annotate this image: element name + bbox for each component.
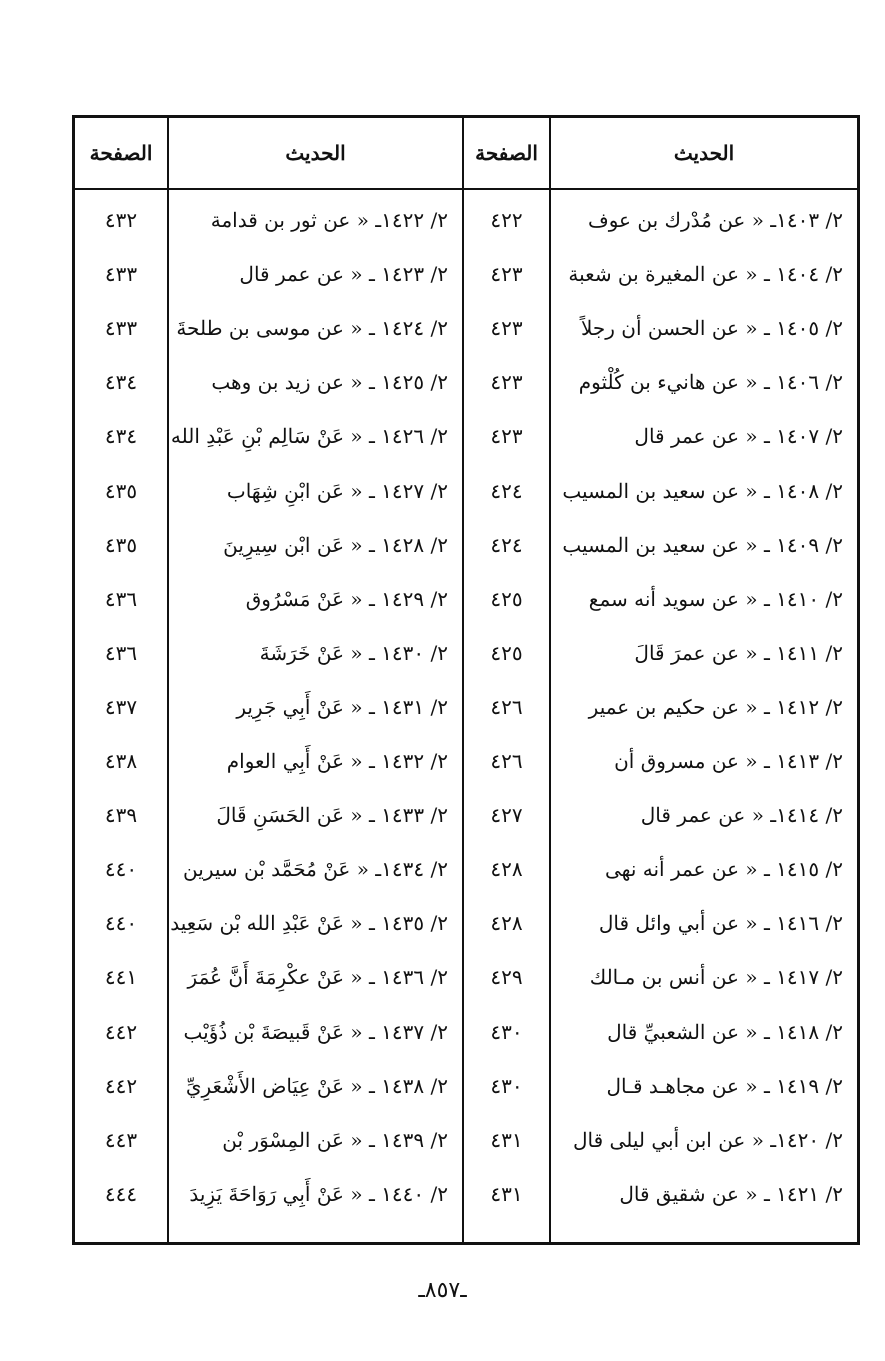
hadith-entry: ٢/ ١٤٠٦ ـ « عن هانيء بن كُلْثوم	[578, 370, 843, 395]
hadith-entry: ٢/ ١٤٢٢ـ « عن ثور بن قدامة	[210, 208, 448, 232]
hadith-entry: ٢/ ١٤٢٠ـ « عن ابن أبي ليلى قال	[573, 1127, 843, 1152]
page-ref: ٤٣٣	[104, 262, 138, 287]
page-ref: ٤٢٢	[490, 208, 523, 232]
hadith-entry: ٢/ ١٤١٩ ـ « عن مجاهـد قـال	[606, 1073, 843, 1098]
hadith-entry: ٢/ ١٤١٠ ـ « عن سويد أنه سمع	[588, 586, 843, 611]
page-ref: ٤٢٨	[490, 911, 523, 936]
hadith-entry: ٢/ ١٤١٨ ـ « عن الشعبيِّ قال	[607, 1019, 843, 1044]
page-ref: ٤٤٠	[104, 857, 138, 882]
page-ref: ٤٢٨	[490, 857, 523, 882]
table-row	[75, 951, 857, 1003]
hadith-entry: ٢/ ١٤٠٧ ـ « عن عمر قال	[634, 424, 843, 449]
hadith-entry: ٢/ ١٤٣٠ ـ « عَنْ خَرَشَةَ	[259, 640, 448, 665]
page-ref: ٤٢٧	[490, 803, 523, 828]
page-ref: ٤٤٠	[104, 911, 138, 936]
page-ref: ٤٤٢	[104, 1073, 138, 1098]
page-ref: ٤٢٦	[490, 694, 523, 719]
page-ref: ٤٣٠	[490, 1073, 523, 1098]
page-ref: ٤٣٩	[104, 803, 138, 828]
page-ref: ٤٣٦	[104, 640, 138, 665]
table-row	[75, 789, 857, 841]
hadith-entry: ٢/ ١٤٠٥ ـ « عن الحسن أن رجلاً	[580, 316, 843, 341]
table-row	[75, 627, 857, 679]
hadith-entry: ٢/ ١٤٣٤ـ « عَنْ مُحَمَّد بْن سيرين	[183, 857, 448, 882]
hadith-entry: ٢/ ١٤٠٣ـ « عن مُدْرك بن عوف	[587, 208, 843, 232]
hadith-entry: ٢/ ١٤٣٣ ـ « عَن الحَسَنِ قَالَ	[216, 803, 448, 828]
hadith-entry: ٢/ ١٤٢٣ ـ « عن عمر قال	[239, 262, 448, 287]
hadith-entry: ٢/ ١٤٤٠ ـ « عَنْ أَبِي رَوَاحَةَ يَزِيدَ	[189, 1181, 448, 1206]
table-row	[75, 248, 857, 300]
page-ref: ٤٢٦	[490, 749, 523, 773]
hadith-entry: ٢/ ١٤٣٥ ـ « عَنْ عَبْدِ الله بْن سَعِيد	[170, 911, 448, 936]
page-ref: ٤٢٣	[490, 424, 523, 449]
page-ref: ٤٢٣	[490, 262, 523, 287]
page-ref: ٤٣٤	[104, 370, 138, 395]
hadith-entry: ٢/ ١٤٣٢ ـ « عَنْ أَبِي العوام	[226, 749, 448, 773]
page-ref: ٤٣٨	[104, 749, 138, 773]
page-ref: ٤٣٣	[104, 316, 138, 341]
hadith-entry: ٢/ ١٤٢٧ ـ « عَن ابْنِ شِهَاب	[226, 478, 448, 503]
table-row	[75, 356, 857, 408]
hadith-entry: ٢/ ١٤١٤ـ « عن عمر قال	[640, 803, 843, 828]
hadith-entry: ٢/ ١٤٣٦ ـ « عَنْ عكْرِمَةَ أَنَّ عُمَرَ	[187, 965, 448, 990]
page-ref: ٤٤١	[104, 965, 138, 990]
table-row	[75, 1168, 857, 1220]
page-number: ـ٨٥٧ـ	[418, 1278, 467, 1303]
hadith-entry: ٢/ ١٤٠٤ ـ « عن المغيرة بن شعبة	[568, 262, 843, 287]
page-ref: ٤٢٥	[490, 640, 523, 665]
table-row	[75, 573, 857, 625]
header-hadith-left: الحديث	[285, 141, 346, 165]
hadith-entry: ٢/ ١٤٠٨ ـ « عن سعيد بن المسيب	[562, 478, 843, 503]
table-row	[75, 302, 857, 354]
page-ref: ٤٣٦	[104, 586, 138, 611]
hadith-entry: ٢/ ١٤٢٦ ـ « عَنْ سَالِم بْنِ عَبْدِ الله	[170, 424, 448, 449]
hadith-entry: ٢/ ١٤٢٨ ـ « عَن ابْن سِيرِينَ	[223, 532, 448, 557]
hadith-entry: ٢/ ١٤٢٥ ـ « عن زيد بن وهب	[211, 370, 448, 395]
hadith-entry: ٢/ ١٤١٢ ـ « عن حكيم بن عمير	[588, 694, 843, 719]
header-page-right: الصفحة	[475, 141, 538, 165]
table-row	[75, 735, 857, 787]
page-ref: ٤٣٥	[104, 532, 138, 557]
hadith-entry: ٢/ ١٤٣١ ـ « عَنْ أَبِي جَرِير	[236, 694, 448, 719]
table-row	[75, 1006, 857, 1058]
page-ref: ٤٤٢	[104, 1019, 138, 1044]
page-ref: ٤٤٣	[104, 1127, 138, 1152]
table-row	[75, 519, 857, 571]
table-row	[75, 843, 857, 895]
header-hadith-right: الحديث	[673, 141, 735, 165]
hadith-entry: ٢/ ١٤١١ ـ « عن عمرَ قَالَ	[634, 640, 843, 665]
hadith-entry: ٢/ ١٤١٧ ـ « عن أنس بن مـالك	[589, 965, 843, 990]
table-row	[75, 410, 857, 462]
page-ref: ٤٣٠	[490, 1019, 523, 1044]
page-ref: ٤٢٤	[490, 478, 523, 503]
page-ref: ٤٢٩	[490, 965, 523, 990]
page-ref: ٤٣٧	[104, 694, 138, 719]
hadith-entry: ٢/ ١٤١٣ ـ « عن مسروق أن	[614, 749, 843, 773]
page-ref: ٤٢٣	[490, 370, 523, 395]
page-ref: ٤٢٥	[490, 586, 523, 611]
table-row	[75, 465, 857, 517]
hadith-entry: ٢/ ١٤٠٩ ـ « عن سعيد بن المسيب	[562, 532, 843, 557]
table-row	[75, 194, 857, 246]
index-table	[72, 115, 860, 1245]
hadith-entry: ٢/ ١٤١٦ ـ « عن أبي وائل قال	[598, 911, 843, 936]
table-row	[75, 1114, 857, 1166]
hadith-entry: ٢/ ١٤١٥ ـ « عن عمر أنه نهى	[604, 857, 843, 882]
table-header	[75, 118, 857, 190]
page-ref: ٤٢٣	[490, 316, 523, 341]
page-ref: ٤٣٤	[104, 424, 138, 449]
page-ref: ٤٣٢	[104, 208, 138, 232]
hadith-entry: ٢/ ١٤٢٤ ـ « عن موسى بن طلحةَ	[176, 316, 448, 341]
hadith-entry: ٢/ ١٤٣٩ ـ « عَن المِسْوَر بْن	[222, 1127, 448, 1152]
table-row	[75, 681, 857, 733]
hadith-entry: ٢/ ١٤٢١ ـ « عن شقيق قال	[619, 1181, 843, 1206]
hadith-entry: ٢/ ١٤٣٧ ـ « عَنْ قَبيصَةَ بْن ذُؤَيْب	[183, 1019, 448, 1044]
page-ref: ٤٢٤	[490, 532, 523, 557]
hadith-entry: ٢/ ١٤٣٨ ـ « عَنْ عِيَاض الأَشْعَرِيِّ	[185, 1073, 448, 1098]
page-ref: ٤٤٤	[104, 1181, 138, 1206]
page-ref: ٤٣٥	[104, 478, 138, 503]
page-ref: ٤٣١	[490, 1127, 523, 1152]
table-row	[75, 1060, 857, 1112]
table-row	[75, 897, 857, 949]
hadith-entry: ٢/ ١٤٢٩ ـ « عَنْ مَسْرُوق	[245, 586, 448, 611]
header-page-left: الصفحة	[89, 141, 153, 165]
page-ref: ٤٣١	[490, 1181, 523, 1206]
